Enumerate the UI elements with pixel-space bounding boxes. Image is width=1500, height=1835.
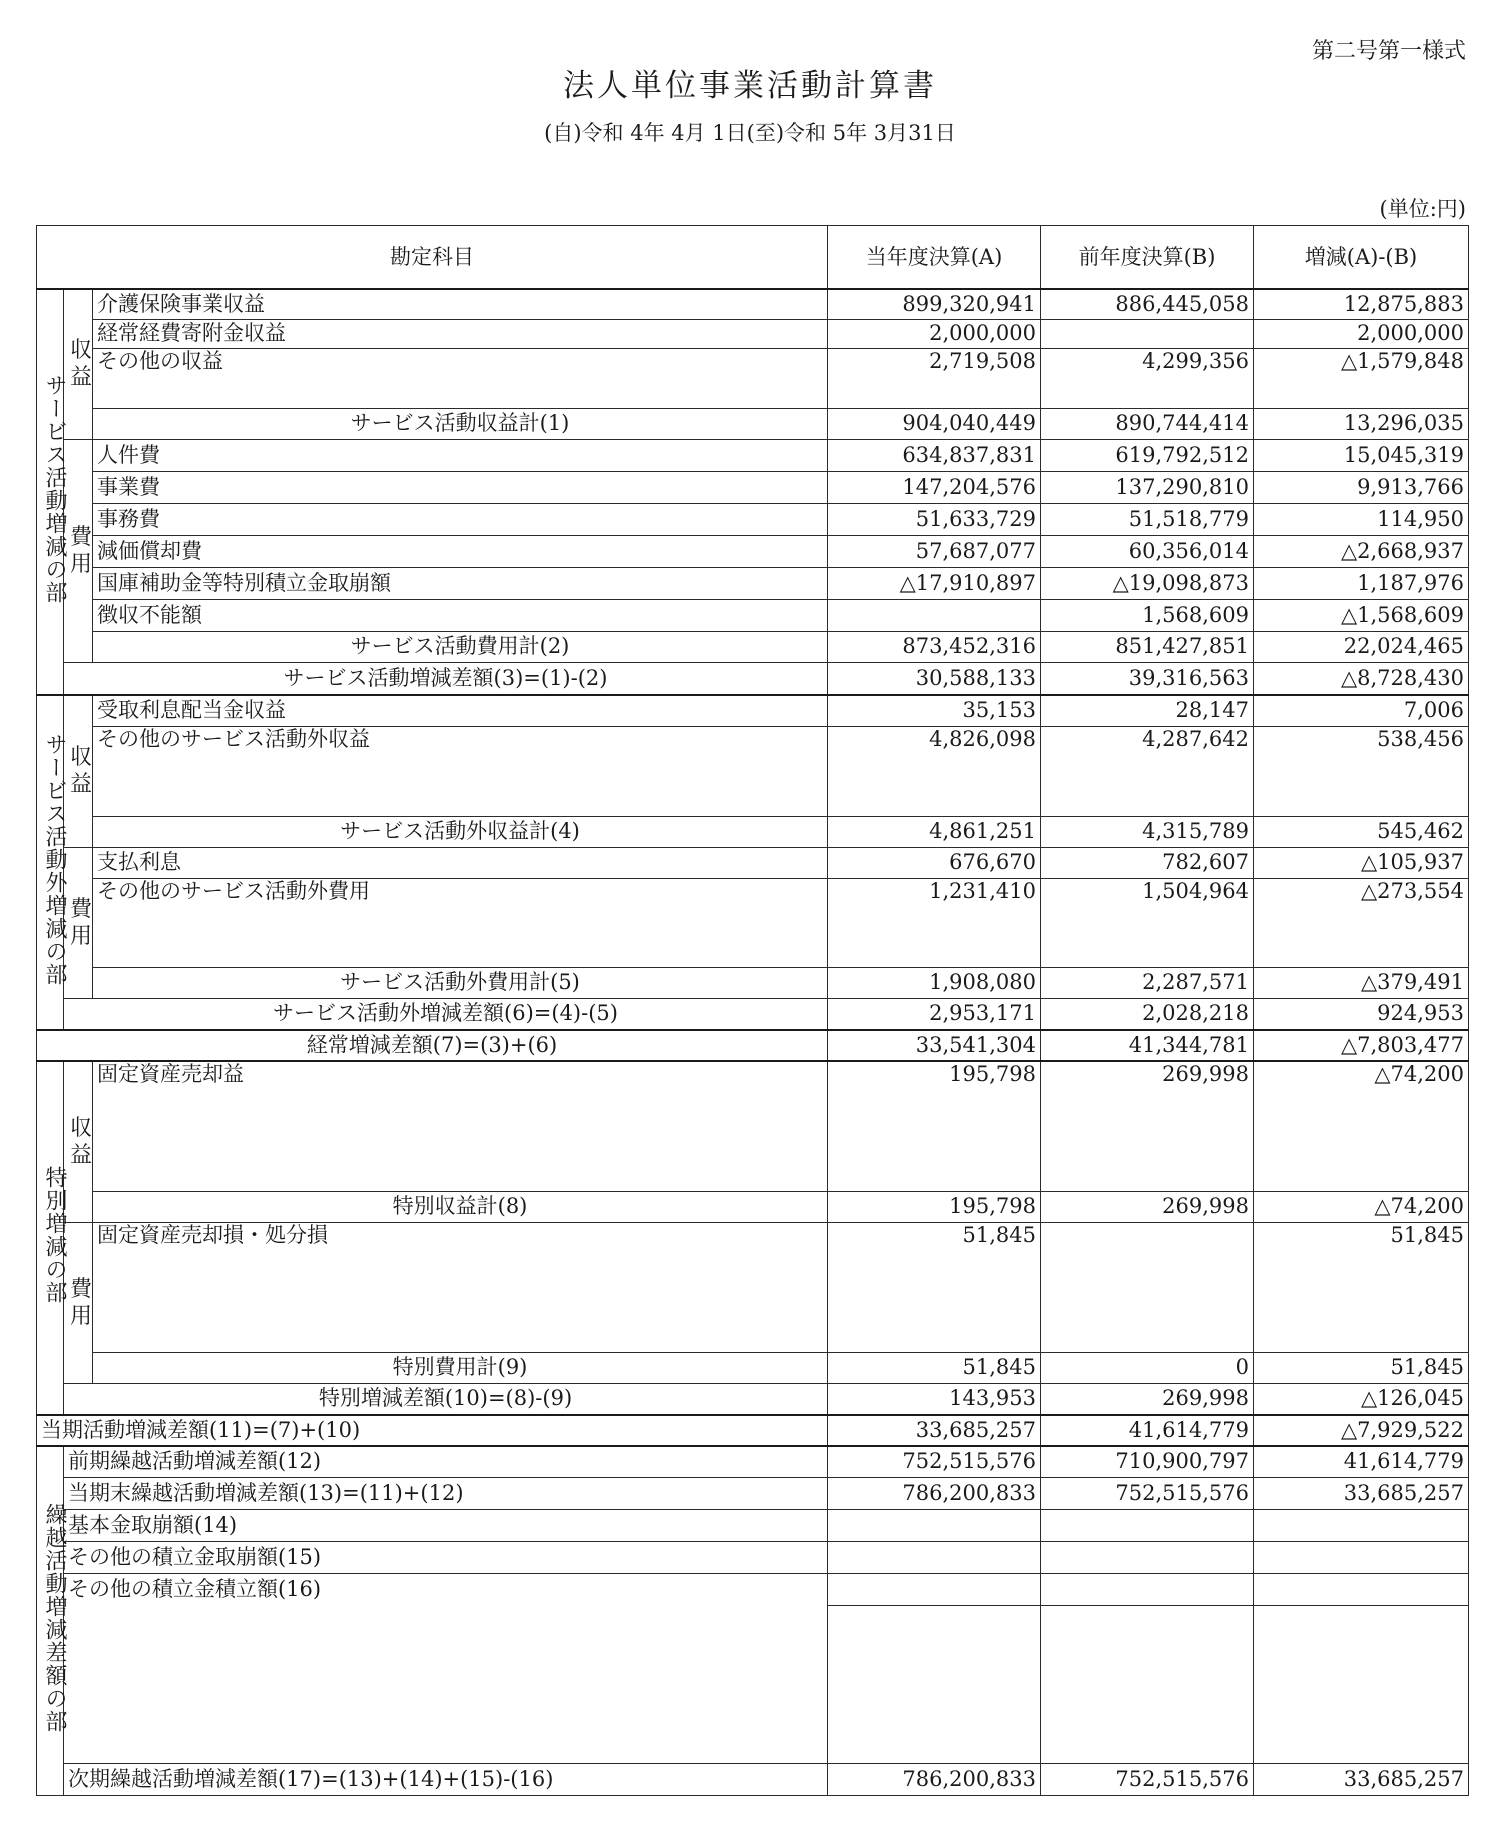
table-row [37,408,1469,439]
row-current: 2,953,171 [828,998,1041,1030]
header-diff: 増減(A)-(B) [1254,226,1469,290]
row-current: 873,452,316 [828,631,1041,662]
row-label: その他の収益 [93,348,828,408]
row-previous: 886,445,058 [1041,289,1254,319]
row-diff: △105,937 [1254,847,1469,878]
table-row [37,878,1469,967]
row-previous: 28,147 [1041,695,1254,726]
row-previous: 60,356,014 [1041,535,1254,567]
row-diff: 15,045,319 [1254,439,1469,471]
row-label: 固定資産売却損・処分損 [93,1222,828,1352]
row-previous: 41,614,779 [1041,1415,1254,1446]
table-row [37,567,1469,599]
service-expense-label: 費用 [64,439,93,662]
row-diff: △74,200 [1254,1191,1469,1222]
row-label: 支払利息 [93,847,828,878]
row-diff: 22,024,465 [1254,631,1469,662]
document-title: 法人単位事業活動計算書 [563,68,937,104]
row-previous: 752,515,576 [1041,1763,1254,1795]
row-label: 受取利息配当金収益 [93,695,828,726]
row-previous: 752,515,576 [1041,1477,1254,1509]
row-label: 特別増減差額(10)=(8)-(9) [64,1383,828,1415]
non-service-expense-label: 費用 [64,847,93,998]
row-diff: 7,006 [1254,695,1469,726]
table-row [37,1415,1469,1446]
row-diff: 9,913,766 [1254,471,1469,503]
row-diff: 12,875,883 [1254,289,1469,319]
row-label: サービス活動外増減差額(6)=(4)-(5) [64,998,828,1030]
table-row [37,289,1469,319]
row-current: 1,231,410 [828,878,1041,967]
table-row [37,1061,1469,1191]
row-diff: △74,200 [1254,1061,1469,1191]
row-current [828,1509,1041,1541]
table-row [37,847,1469,878]
table-row [37,1191,1469,1222]
row-label: 事務費 [93,503,828,535]
special-expense-label: 費用 [64,1222,93,1383]
row-label: その他の積立金積立額(16) [64,1573,828,1605]
row-diff: 924,953 [1254,998,1469,1030]
table-row [37,439,1469,471]
row-diff: 545,462 [1254,816,1469,847]
row-previous [1041,1509,1254,1541]
row-current: 4,861,251 [828,816,1041,847]
row-previous: 1,568,609 [1041,599,1254,631]
row-previous [1041,1573,1254,1605]
row-current: 4,826,098 [828,726,1041,816]
row-diff: 1,187,976 [1254,567,1469,599]
row-previous [1041,1541,1254,1573]
row-current [828,1573,1041,1605]
row-label: 事業費 [93,471,828,503]
row-previous: 2,028,218 [1041,998,1254,1030]
row-diff [1254,1541,1469,1573]
row-current: 51,633,729 [828,503,1041,535]
table-row [37,471,1469,503]
row-diff: △379,491 [1254,967,1469,998]
table-row [37,1573,1469,1605]
row-diff: 538,456 [1254,726,1469,816]
row-label: 経常経費寄附金収益 [93,319,828,348]
row-previous: 269,998 [1041,1061,1254,1191]
row-previous [1041,1222,1254,1352]
row-label: 国庫補助金等特別積立金取崩額 [93,567,828,599]
row-label: 徴収不能額 [93,599,828,631]
row-diff: △126,045 [1254,1383,1469,1415]
row-current: 786,200,833 [828,1477,1041,1509]
row-current: 195,798 [828,1191,1041,1222]
row-current: 51,845 [828,1222,1041,1352]
row-diff: 2,000,000 [1254,319,1469,348]
row-diff: △7,803,477 [1254,1030,1469,1061]
row-current [828,1541,1041,1573]
table-row [37,599,1469,631]
row-diff: △273,554 [1254,878,1469,967]
row-current: 143,953 [828,1383,1041,1415]
row-diff [1254,1573,1469,1605]
row-label: サービス活動収益計(1) [93,408,828,439]
row-previous: 4,299,356 [1041,348,1254,408]
row-current: 676,670 [828,847,1041,878]
table-row [37,1763,1469,1795]
row-current: 57,687,077 [828,535,1041,567]
table-row [37,998,1469,1030]
row-diff: 114,950 [1254,503,1469,535]
row-previous: 890,744,414 [1041,408,1254,439]
section-carry-label: 繰越活動増減差額の部 [37,1446,64,1795]
table-row [37,348,1469,408]
table-row [37,1383,1469,1415]
table-row [37,662,1469,695]
fiscal-period: (自)令和 4年 4月 1日(至)令和 5年 3月31日 [544,121,956,145]
header-account: 勘定科目 [37,226,828,290]
row-diff: 51,845 [1254,1352,1469,1383]
row-current: 2,000,000 [828,319,1041,348]
row-label: 特別費用計(9) [93,1352,828,1383]
table-row [37,1541,1469,1573]
row-current: 904,040,449 [828,408,1041,439]
row-previous: 4,287,642 [1041,726,1254,816]
row-label: 当期活動増減差額(11)=(7)+(10) [37,1415,828,1446]
non-service-revenue-label: 収益 [64,695,93,847]
table-row [37,695,1469,726]
row-current: 30,588,133 [828,662,1041,695]
row-current [828,599,1041,631]
row-previous: 4,315,789 [1041,816,1254,847]
section-service-label: サービス活動増減の部 [37,289,64,695]
row-diff: △2,668,937 [1254,535,1469,567]
row-previous: 39,316,563 [1041,662,1254,695]
row-diff: 51,845 [1254,1222,1469,1352]
form-number: 第二号第一様式 [1311,39,1466,64]
row-diff: △7,929,522 [1254,1415,1469,1446]
table-row [37,726,1469,816]
row-previous [1041,319,1254,348]
row-previous: 41,344,781 [1041,1030,1254,1061]
row-current: 195,798 [828,1061,1041,1191]
row-previous: 619,792,512 [1041,439,1254,471]
row-previous: 782,607 [1041,847,1254,878]
row-current: 786,200,833 [828,1763,1041,1795]
row-diff: 33,685,257 [1254,1763,1469,1795]
table-row [37,967,1469,998]
table-row [37,1446,1469,1477]
row-previous: 1,504,964 [1041,878,1254,967]
row-label: 次期繰越活動増減差額(17)=(13)+(14)+(15)-(16) [64,1763,828,1795]
table-row [37,1222,1469,1352]
section-non-service-label: サービス活動外増減の部 [37,695,64,1030]
table-row [37,1030,1469,1061]
table-row [37,1477,1469,1509]
table-row [37,503,1469,535]
table-row [37,1352,1469,1383]
row-label: 特別収益計(8) [93,1191,828,1222]
row-previous: 137,290,810 [1041,471,1254,503]
table-row [37,535,1469,567]
special-revenue-label: 収益 [64,1061,93,1222]
row-label: 基本金取崩額(14) [64,1509,828,1541]
row-diff: 13,296,035 [1254,408,1469,439]
row-previous: 2,287,571 [1041,967,1254,998]
row-previous: 269,998 [1041,1191,1254,1222]
row-label: 減価償却費 [93,535,828,567]
row-label: その他のサービス活動外収益 [93,726,828,816]
header-previous: 前年度決算(B) [1041,226,1254,290]
row-previous: 269,998 [1041,1383,1254,1415]
header-row [37,226,1469,290]
row-label: サービス活動外費用計(5) [93,967,828,998]
row-current: 1,908,080 [828,967,1041,998]
row-previous: 0 [1041,1352,1254,1383]
row-current: △17,910,897 [828,567,1041,599]
row-current: 899,320,941 [828,289,1041,319]
row-previous: 51,518,779 [1041,503,1254,535]
service-revenue-label: 収益 [64,289,93,439]
row-previous: 851,427,851 [1041,631,1254,662]
unit-label: (単位:円) [1379,197,1466,221]
row-label: その他の積立金取崩額(15) [64,1541,828,1573]
section-special-label: 特別増減の部 [37,1061,64,1415]
activity-statement-table [36,225,1469,1796]
row-current: 33,541,304 [828,1030,1041,1061]
row-current: 51,845 [828,1352,1041,1383]
row-diff: 41,614,779 [1254,1446,1469,1477]
row-diff [1254,1509,1469,1541]
row-label: 人件費 [93,439,828,471]
row-current: 35,153 [828,695,1041,726]
row-label: サービス活動費用計(2) [93,631,828,662]
table-row [37,816,1469,847]
row-label: 介護保険事業収益 [93,289,828,319]
row-label: 経常増減差額(7)=(3)+(6) [37,1030,828,1061]
row-previous: △19,098,873 [1041,567,1254,599]
header-current: 当年度決算(A) [828,226,1041,290]
table-row [37,1509,1469,1541]
row-diff: △1,579,848 [1254,348,1469,408]
row-label: 固定資産売却益 [93,1061,828,1191]
row-current: 33,685,257 [828,1415,1041,1446]
row-diff: △8,728,430 [1254,662,1469,695]
row-label: サービス活動増減差額(3)=(1)-(2) [64,662,828,695]
table-row [37,319,1469,348]
row-current: 2,719,508 [828,348,1041,408]
row-current: 634,837,831 [828,439,1041,471]
row-previous: 710,900,797 [1041,1446,1254,1477]
row-current: 752,515,576 [828,1446,1041,1477]
row-label: サービス活動外収益計(4) [93,816,828,847]
row-diff: 33,685,257 [1254,1477,1469,1509]
table-row [37,631,1469,662]
blank-row [37,1605,1469,1763]
row-label: 当期末繰越活動増減差額(13)=(11)+(12) [64,1477,828,1509]
row-label: その他のサービス活動外費用 [93,878,828,967]
row-diff: △1,568,609 [1254,599,1469,631]
row-label: 前期繰越活動増減差額(12) [64,1446,828,1477]
row-current: 147,204,576 [828,471,1041,503]
